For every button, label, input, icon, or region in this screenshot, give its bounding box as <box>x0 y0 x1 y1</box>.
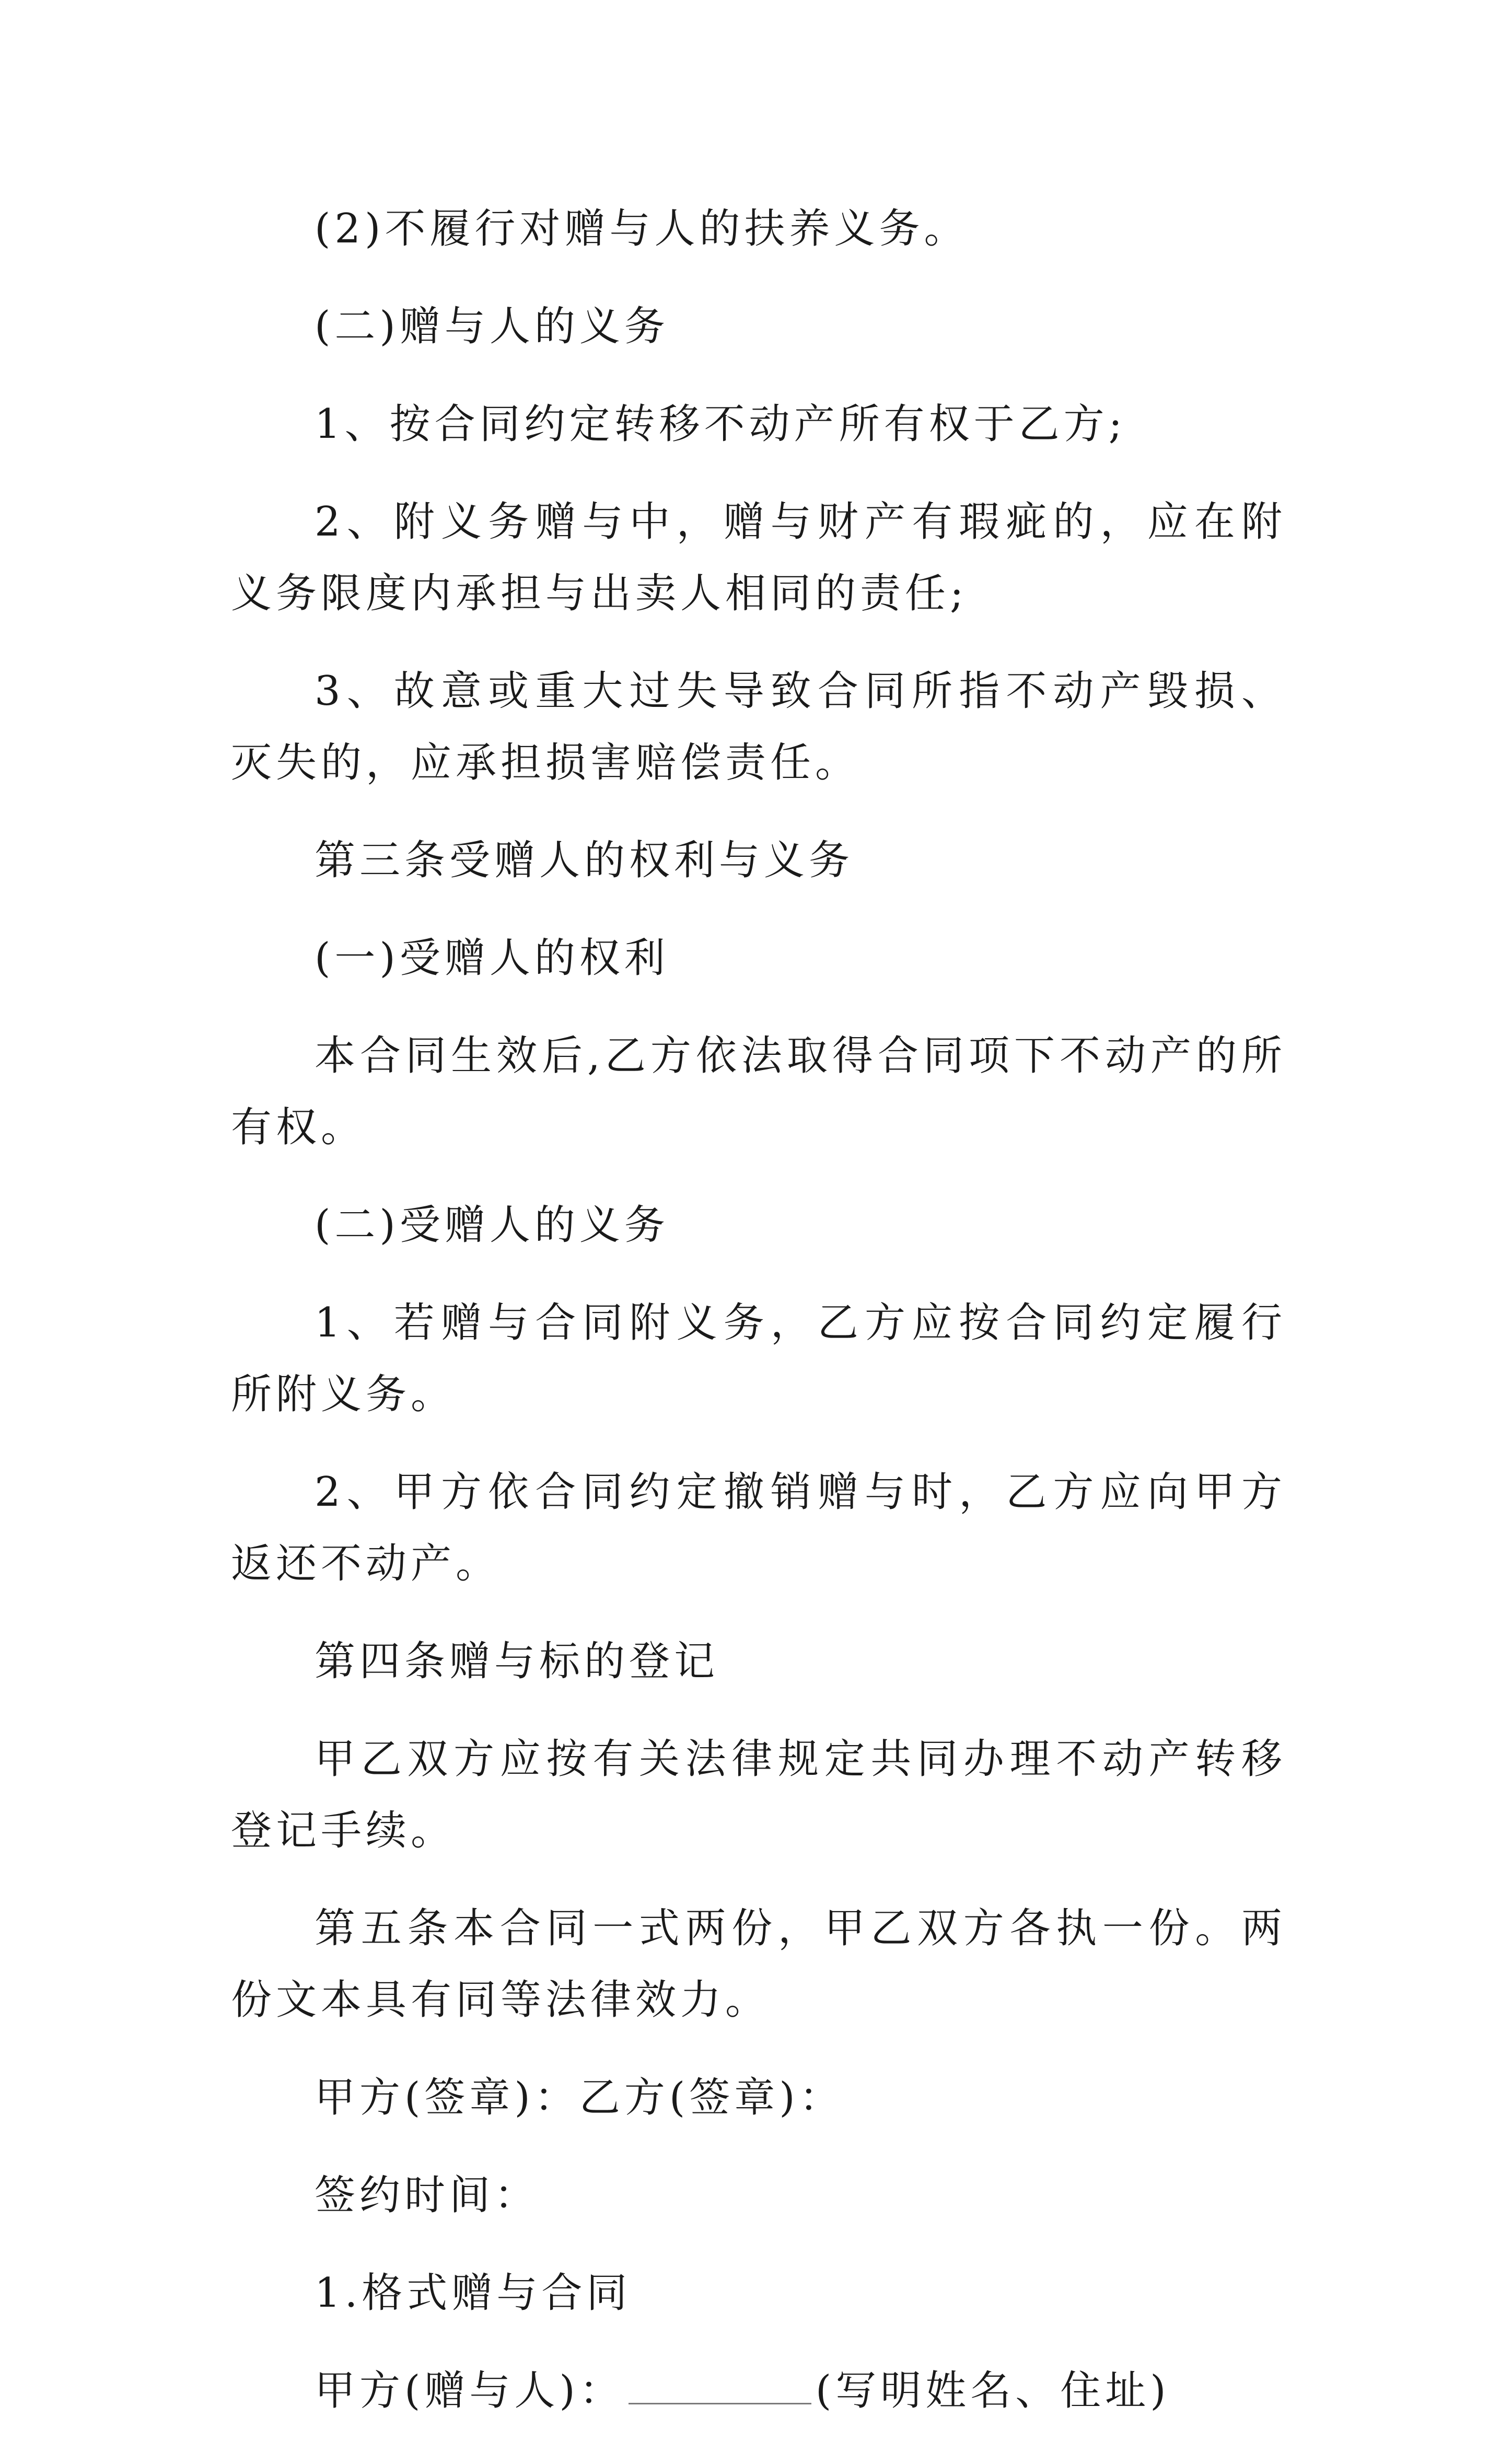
paragraph-10: 1、若赠与合同附义务，乙方应按合同约定履行所附义务。 <box>231 1299 1286 1418</box>
paragraph-16: 签约时间： <box>315 2172 540 2219</box>
paragraph-13: 甲乙双方应按有关法律规定共同办理不动产转移登记手续。 <box>231 1736 1286 1854</box>
donor-label: 甲方(赠与人)： <box>315 2367 624 2414</box>
paragraph-1: (2)不履行对赠与人的扶养义务。 <box>315 205 969 252</box>
donor-line <box>231 2355 1286 2427</box>
paragraph-6: 第三条受赠人的权利与义务 <box>315 837 854 884</box>
document-body <box>231 193 1286 2453</box>
paragraph-2: (二)赠与人的义务 <box>315 303 669 350</box>
paragraph-17: 1.格式赠与合同 <box>315 2270 632 2317</box>
paragraph-12: 第四条赠与标的登记 <box>315 1638 719 1685</box>
donor-suffix: (写明姓名、住址) <box>815 2367 1170 2414</box>
paragraph-3: 1、按合同约定转移不动产所有权于乙方; <box>315 401 1126 448</box>
paragraph-5: 3、故意或重大过失导致合同所指不动产毁损、灭失的，应承担损害赔偿责任。 <box>231 668 1286 786</box>
paragraph-14: 第五条本合同一式两份，甲乙双方各执一份。两份文本具有同等法律效力。 <box>231 1905 1286 2024</box>
paragraph-4: 2、附义务赠与中，赠与财产有瑕疵的，应在附义务限度内承担与出卖人相同的责任; <box>231 498 1286 617</box>
paragraph-15: 甲方(签章)：乙方(签章)： <box>315 2074 844 2121</box>
paragraph-7: (一)受赠人的权利 <box>315 935 669 982</box>
paragraph-9: (二)受赠人的义务 <box>315 1202 669 1249</box>
paragraph-11: 2、甲方依合同约定撤销赠与时，乙方应向甲方返还不动产。 <box>231 1469 1286 1587</box>
donor-blank-field[interactable] <box>629 2362 811 2404</box>
paragraph-8: 本合同生效后,乙方依法取得合同项下不动产的所有权。 <box>231 1032 1286 1151</box>
